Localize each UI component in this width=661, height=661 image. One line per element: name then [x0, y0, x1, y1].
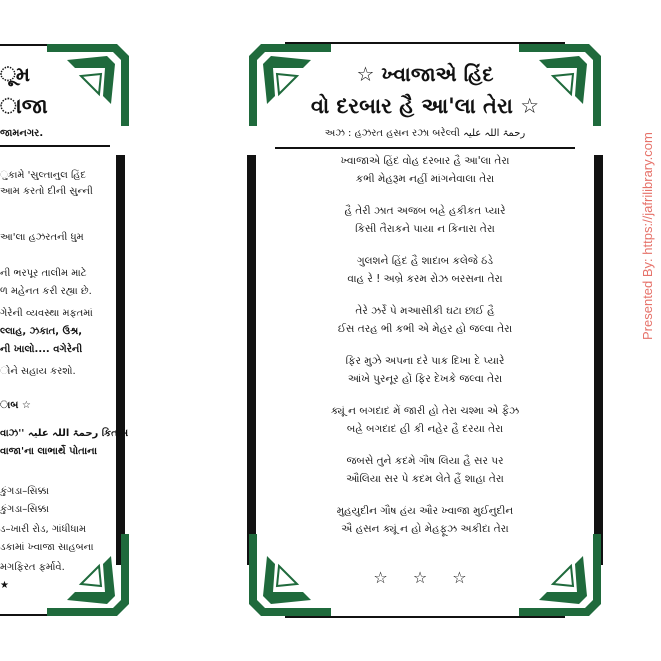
- left-page-line: મગફિરત ફર્માવે.: [0, 562, 65, 573]
- poem-stanza: [245, 452, 605, 488]
- left-page-rule: [0, 145, 110, 147]
- poem-line: આંખે પુરનૂર હોં ફિર દેખકે જલ્વા તેરા: [347, 373, 503, 385]
- poem-stanza: [245, 402, 605, 438]
- left-page-line: ુકામે 'સુલ્તાનુલ હિંદ: [0, 170, 86, 181]
- left-page-title-1: ૂમ: [0, 62, 30, 86]
- left-page-line: ડ–ખારી રોડ, ગાંધીધામ: [0, 524, 87, 535]
- poem-line: ખ્વાજાએ હિંદ વોહ દરબાર હૈ આ'લા તેરા: [340, 155, 510, 167]
- poem-author: અઝ : હઝરત હસન રઝા બરેલ્વી رحمۃ اللہ علیہ: [324, 128, 526, 139]
- poem-stanza: [245, 202, 605, 238]
- poem-line: ફિર મુઝે અપના દરે પાક દિખા દે પ્યારે: [345, 355, 505, 367]
- left-page-line: કુંગડા–સિક્કા: [0, 486, 49, 497]
- left-page-line: ની ખાલો.... વગેરેની: [0, 344, 83, 355]
- left-page-frame-right: [116, 155, 125, 565]
- poem-stanza: [245, 152, 605, 188]
- poem-line: બહ્રે બગદાદ હી કી નહેર હૈ દરયા તેરા: [346, 423, 504, 435]
- left-page-city: જામનગર.: [0, 128, 44, 139]
- poem-line: ક્યૂં ન બગદાદ મેં જારી હો તેરા ચશ્મા એ ફૈઝ: [330, 405, 520, 417]
- poem-body: [245, 152, 605, 552]
- poem-line: હૈ તેરી ઝાત અજબ બહ્રે હકીકત પ્યારે: [344, 205, 506, 217]
- end-stars: ☆ ☆ ☆: [373, 568, 477, 587]
- left-page-line: લ્લાહ, ઝકાત, ઉશ્ર,: [0, 326, 83, 337]
- side-credit: [640, 40, 660, 340]
- ornament-corner-icon: [47, 40, 133, 126]
- left-page-title-2: ાજા: [0, 94, 48, 118]
- right-page: [245, 40, 605, 620]
- poem-line: કભી મેહરૂમ નહીં માંગનેવાલા તેરા: [355, 173, 495, 185]
- left-page-line: ાબ ☆: [0, 400, 31, 411]
- poem-title-line-2: વો દરબાર હૈ આ'લા તેરા ☆: [310, 94, 540, 118]
- poem-line: ઔલિયા સર પે કદમ લેતે હૈં શાહા તેરા: [346, 473, 504, 485]
- poem-stanza: [245, 502, 605, 538]
- poem-stanza: [245, 302, 605, 338]
- poem-line: મુહયુદીન ગૌષ હંય ઔર ખ્વાજા મુઈનુદીન: [336, 505, 514, 517]
- poem-line: ઐ હસન ક્યૂં ન હો મેહફૂઝ અકીદા તેરા: [341, 523, 509, 535]
- left-page-line: ગેરેની વ્યવસ્થા મફતમાં: [0, 308, 93, 319]
- poem-stanza: [245, 252, 605, 288]
- poem-line: જબસે તુને કદમે ગૌષ લિયા હૈ સર પર: [346, 455, 504, 467]
- poem-title-line-1: ☆ ખ્વાજાએ હિંદ: [356, 62, 494, 86]
- left-page: [0, 40, 133, 620]
- left-page-line: કુંગડા–સિક્કા: [0, 504, 49, 515]
- left-page-line: વાજા'ના લાભાર્થે પોતાના: [0, 446, 98, 457]
- left-page-line: ★: [0, 580, 9, 591]
- left-page-line: આમ કરતો દીની સુન્ની: [0, 186, 93, 197]
- poem-line: ગુલશને હિંદ હૈ શાદાબ કલેજે ઠંડે: [356, 255, 494, 267]
- poem-line: તેરે ઝર્રે પે મઆસીકી ઘટા છાઈ હૈ: [355, 305, 495, 317]
- poem-line: કિસી તૈરાકને પાયા ન કિનારા તેરા: [355, 223, 495, 235]
- poem-stanza: [245, 352, 605, 388]
- left-page-line: ળ મહેનત કરી રહ્યા છે.: [0, 286, 92, 297]
- left-page-line: ડકામાં ખ્વાજા સાહબના: [0, 542, 94, 553]
- left-page-line: ોને સહાય કરશો.: [0, 366, 76, 377]
- poem-line: વાહ રે ! અબ્રે કરમ રોઝ બરસના તેરા: [347, 273, 503, 285]
- left-page-line: ની ભરપૂર તાલીમ માટે: [0, 268, 87, 279]
- credit-text[interactable]: Presented By: https://jafrilibrary.com: [640, 132, 655, 340]
- poem-line: ઈસ તરહ ભી કભી એ મેહર હો જલ્વા તેરા: [337, 323, 513, 335]
- left-page-line: આ'લા હઝરતની ધુમ: [0, 232, 84, 243]
- left-page-line: વાઝ'' رحمۃ اللہ علیہ કિતાબ: [0, 428, 129, 439]
- title-rule: [275, 147, 575, 149]
